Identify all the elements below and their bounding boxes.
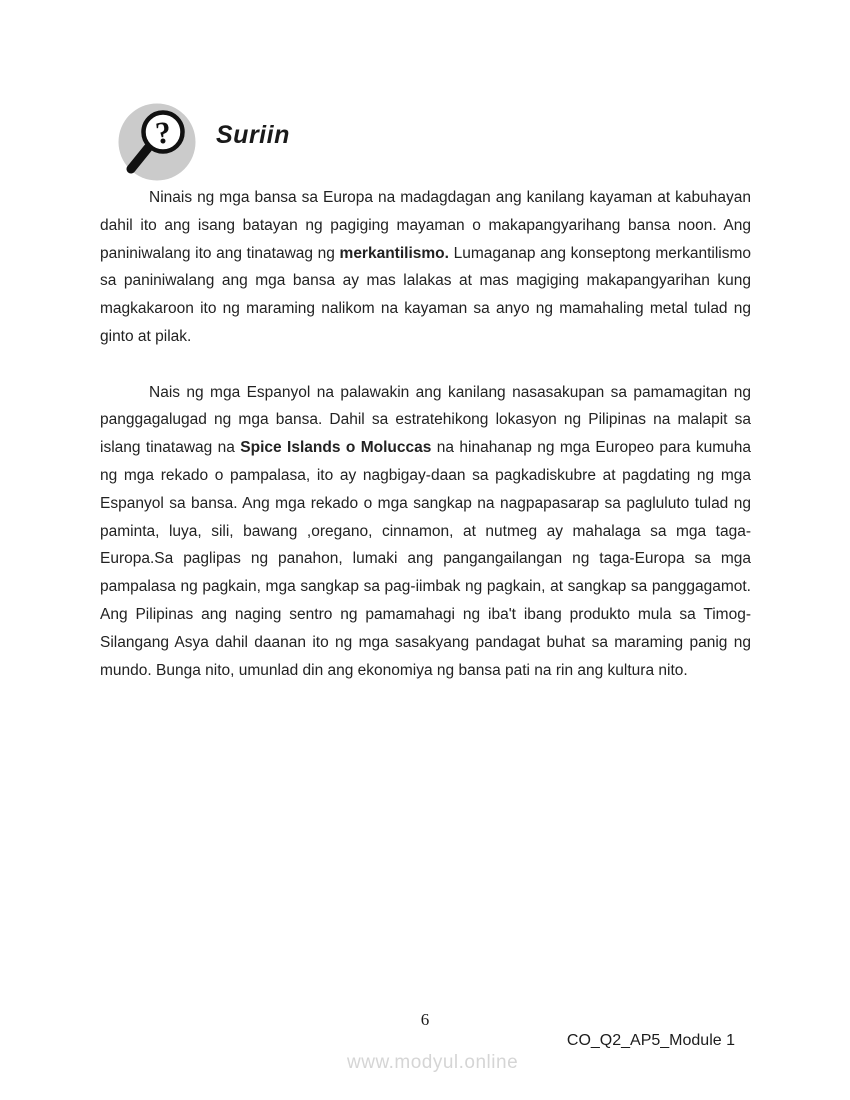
- text-run: Ninais ng mga bansa sa Europa na madagdagan ang kanilang kayaman at kabuhayan dahil ito ang isang batayan ng pagiging mayaman o makapangyarihang bansa noon. Ang paniniwalang ito ang tinatawag ng: [100, 189, 751, 262]
- text-run: Lumaganap ang konseptong merkantilismo sa paniniwalang ang mga bansa ay mas lalakas at mas magiging makapangyarihan kung magkakaroon ito ng maraming nalikom na kayaman sa anyo ng mamahaling metal tulad ng ginto at pilak.: [100, 244, 751, 345]
- bold-text-run: Spice Islands o Moluccas: [240, 439, 432, 457]
- bold-text-run: merkantilismo.: [339, 244, 449, 262]
- magnifier-question-icon: [118, 103, 196, 181]
- question-mark-glyph: ?: [153, 114, 173, 151]
- watermark: www.modyul.online: [347, 1052, 519, 1073]
- body-paragraph: [100, 184, 751, 351]
- text-run: Nais ng mga Espanyol na palawakin ang kanilang nasasakupan sa pamamagitan ng panggagalugad ng mga bansa. Dahil sa estratehikong lokasyon ng Pilipinas na malapit sa islang tinatawag na: [100, 383, 751, 457]
- module-code: CO_Q2_AP5_Module 1: [566, 1032, 735, 1049]
- section-title: Suriin: [216, 121, 290, 149]
- body-paragraph: [100, 379, 751, 685]
- magnifier-question-svg: [118, 103, 196, 181]
- body-text: [100, 184, 751, 712]
- text-run: na hinahanap ng mga Europeo para kumuha ng mga rekado o pampalasa, ito ay nagbigay-daan sa pagkadiskubre at pagdating ng mga Espanyol sa bansa. Ang mga rekado o mga sangkap na nagpapasarap sa pagluluto tulad ng paminta, luya, sili, bawang ,oregano, cinnamon, at nutmeg ay mahalaga sa mga taga-Europa.Sa paglipas ng panahon, lumaki ang pangangailangan ng taga-Europa sa mga pampalasa ng pagkain, mga sangkap sa pag-iimbak ng pagkain, at sangkap sa panggagamot. Ang Pilipinas ang naging sentro ng pamamahagi ng iba't ibang produkto mula sa Timog-Silangang Asya dahil daanan ito ng mga sasakyang pandagat buhat sa maraming panig ng mundo. Bunga nito, umunlad din ang ekonomiya ng bansa pati na rin ang kultura nito.: [100, 439, 751, 679]
- page-number: 6: [420, 1010, 430, 1029]
